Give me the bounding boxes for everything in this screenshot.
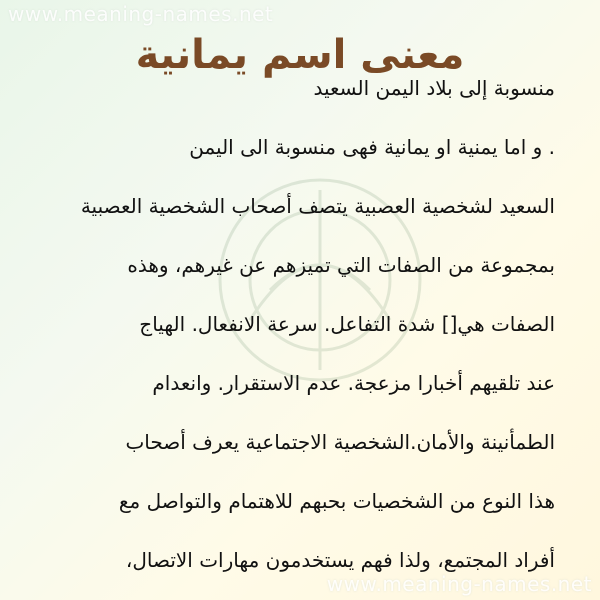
watermark-top: www.meaning-names.net [8, 2, 274, 26]
text-line: الطمأنينة والأمان.الشخصية الاجتماعية يعرف أصحاب [125, 430, 555, 454]
text-line: السعيد لشخصية العصبية يتصف أصحاب الشخصية العصبية [80, 194, 555, 218]
page-title: معنى اسم يمانية [135, 31, 465, 78]
text-line: أفراد المجتمع، ولذا فهم يستخدمون مهارات الاتصال، [125, 548, 555, 572]
meaning-text [40, 66, 555, 597]
text-line: منسوبة إلى بلاد اليمن السعيد [313, 76, 555, 100]
text-line: بمجموعة من الصفات التي تميزهم عن غيرهم، وهذه [127, 253, 555, 277]
watermark-bottom: www.meaning-names.net [326, 572, 592, 596]
text-line: عند تلقيهم أخبارا مزعجة. عدم الاستقرار. وانعدام [152, 371, 555, 395]
text-line: . و اما يمنية او يمانية فهى منسوبة الى اليمن [189, 135, 555, 159]
text-line: هذا النوع من الشخصيات بحبهم للاهتمام والتواصل مع [118, 489, 555, 513]
text-line: الصفات هي[] شدة التفاعل. سرعة الانفعال. الهياج [139, 312, 555, 336]
